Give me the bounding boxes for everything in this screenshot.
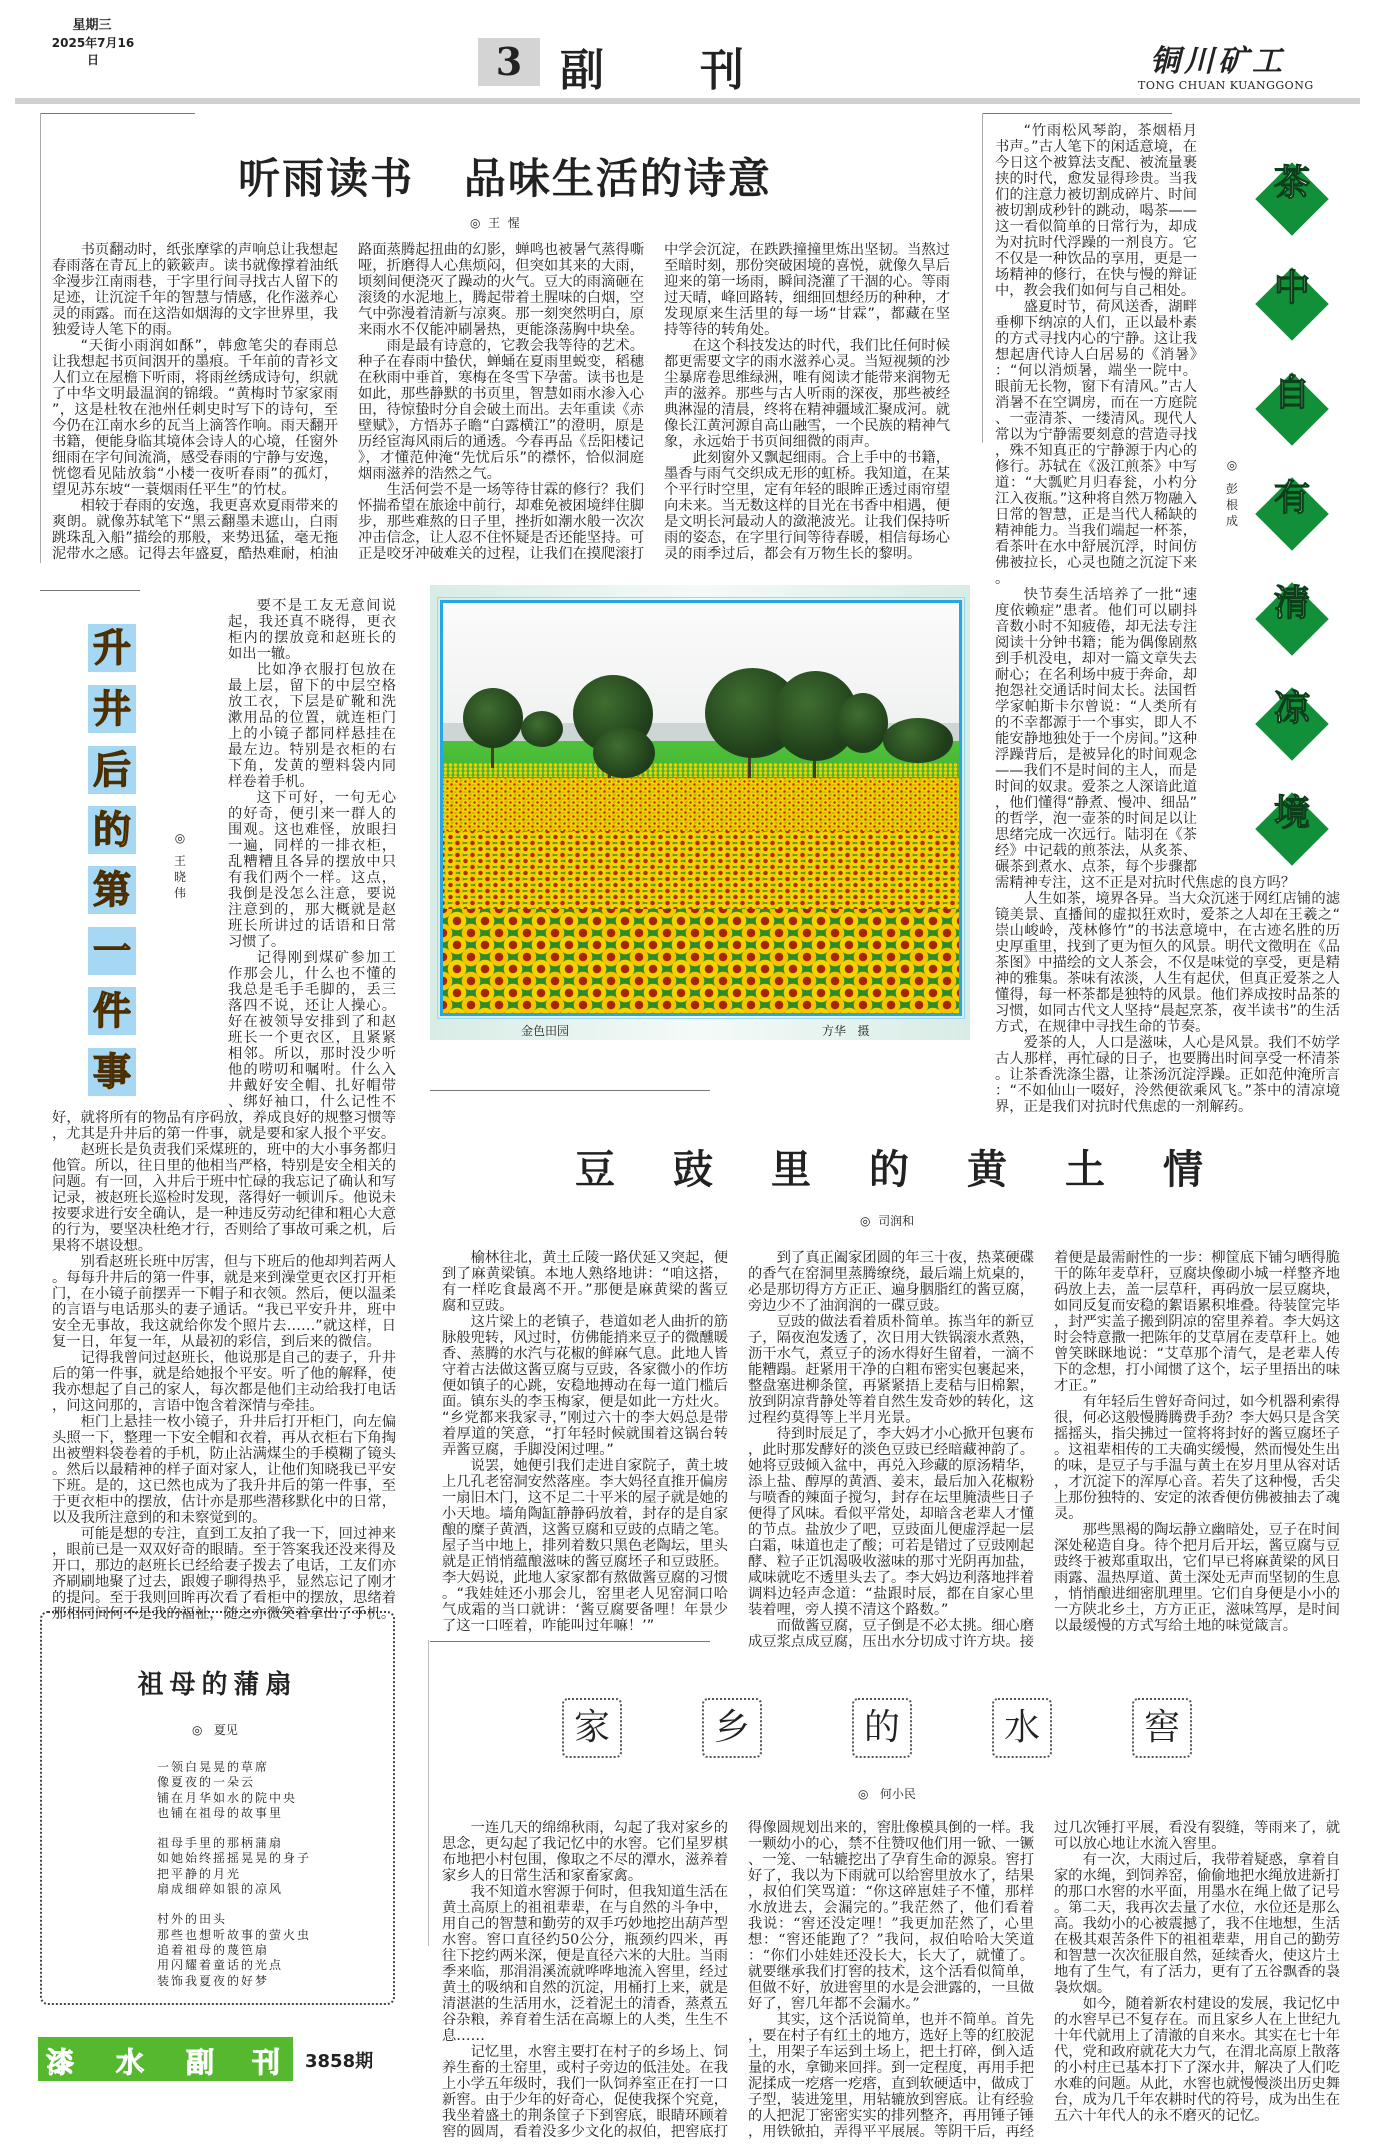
byline-mark: ◎ — [1226, 458, 1238, 472]
paragraph: 爱茶的人，人口是滋味，人心是风景。我们不妨学古人那样，再忙碌的日子，也要腾出时间享受一杯清茶。让茶香洗涤尘嚣，让茶汤沉淀浮躁。正如范仲淹所言：“不如仙山一啜好，泠然便欲乘风飞。”茶中的清凉境界，正是我们对抗时代焦虑的一剂解药。 — [995, 1035, 1340, 1115]
paragraph: 要不是工友无意间说起，我还真不晓得，更衣柜内的摆放竟和赵班长的如出一辙。 — [228, 598, 396, 662]
article-byline: ◎ 司润和 — [860, 1214, 915, 1228]
title-char: 凉 — [1273, 687, 1310, 729]
article-rule — [982, 113, 983, 443]
poem-line: 像夏夜的一朵云 — [157, 1775, 256, 1790]
tree — [883, 718, 953, 763]
paragraph: 相较于春雨的安逸，我更喜欢夏雨带来的爽朗。就像苏轼笔下“黑云翻墨未遮山，白雨跳珠乱入船”描绘的那般，来势迅猛，毫无拖泥带水之感。记得去年盛夏，酷热难耐，柏油路面蒸腾起扭曲的幻影，蝉鸣也被暑气蒸得嘶哑，折磨得人心焦烦闷，但突如其来的大雨，顷刻间便浇灭了躁动的火气。豆大的雨滴砸在滚烫的水泥地上，腾起带着土腥味的白烟，空气中弥漫着清新与凉爽。那一刻突然明白，原来雨水不仅能冲刷暑热，更能涤荡胸中块垒。 — [52, 242, 644, 562]
byline-mark: ◎ — [174, 831, 186, 845]
poem-line: 用闪耀着童话的光点 — [157, 1958, 284, 1973]
paragraph: 快节奏生活培养了一批“速度依赖症”患者。他们可以刷抖音数小时不知疲倦，却无法专注阅读十分钟书籍；能为偶像剧熬到手机没电，却对一篇文章失去耐心；在名利场中疲于奔命，却抱怨社交通话时间太长。法国哲学家帕斯卡尔曾说：“人类所有的不幸都源于一个事实，即人不能安静地独处于一个房间。”这种浮躁背后，是被异化的时间观念——我们不是时间的主人，而是时间的奴隶。爱茶之人深谙此道，他们懂得“静煮、慢冲、细品”的哲学，泡一壶茶的时间足以让思绪完成一次远行。陆羽在《茶经》中记载的煎茶法，从炙茶、碾茶到煮水、点茶，每个步骤都需精神专注，这不正是对抗时代焦虑的良方吗？ — [995, 587, 1296, 891]
poem-line: 追着祖母的蔑笆扇 — [157, 1942, 270, 1957]
paragraph: 比如净衣服打包放在最上层，留下的中层空格放工衣，下层是矿靴和洗漱用品的位置，就连柜门上的小镜子都同样悬挂在最左边。特别是衣柜的右下角，发黄的塑料袋内同样卷着手机。 — [228, 662, 396, 790]
photo-caption: 金色田园 — [521, 1024, 570, 1038]
header-divider — [15, 98, 1360, 104]
article-rule — [40, 590, 140, 591]
article-body-cellar — [442, 1820, 1340, 2140]
poem-body — [157, 1760, 311, 2004]
paragraph: 一连几天的绵绵秋雨，勾起了我对家乡的思念，更勾起了我记忆中的水窖。它们星罗棋布地把小村包围，像取之不尽的潭水，滋养着家乡人的日常生活和家畜家禽。 — [442, 1820, 728, 1884]
paragraph: 盛夏时节，荷风送香，湖畔垂柳下纳凉的人们，正以最朴素的方式寻找内心的宁静。这让我想起唐代诗人白居易的《消暑》：“何以消烦暑，端坐一院中。眼前无长物，窗下有清风。”古人消暑不在空调房，而在一方庭院、一壶清茶、一缕清风。现代人常以为宁静需要刻意的营造寻找，殊不知真正的宁静源于内心的修行。苏轼在《汲江煎茶》中写道：“大瓢贮月归春瓮，小杓分江入夜瓶。”这种将自然万物融入日常的智慧，正是当代人稀缺的精神能力。当我们端起一杯茶，看茶叶在水中舒展沉浮，时间仿佛被拉长，心灵也随之沉淀下来。 — [995, 299, 1197, 587]
paragraph: 别看赵班长班中厉害，但与下班后的他却判若两人。每每升井后的第一件事，就是来到澡堂更衣区打开柜门，在小镜子前摆弄一下帽子和衣领。然后，便以温柔的言语与电话那头的妻子通话。“我已平安升井，班中安全无事故，我这就给你发个照片去……”就这样，日复一日，年复一年，从最初的彩信，到后来的微信。 — [52, 1254, 396, 1350]
article-rule — [430, 1641, 710, 1642]
newspaper-logo: 铜川矿工 — [1150, 44, 1286, 79]
title-char: 件 — [88, 987, 136, 1035]
poem-line: 扇成细碎如银的凉风 — [157, 1882, 284, 1897]
tree — [463, 688, 523, 748]
article-byline: ◎ 王 惺 — [470, 216, 520, 230]
poem-line: 那些也想听故事的萤火虫 — [157, 1927, 312, 1942]
tea-title-column — [1197, 123, 1340, 875]
title-char: 一 — [88, 927, 136, 975]
tree — [838, 693, 888, 753]
photo-credit: 方华 摄 — [822, 1024, 870, 1038]
paragraph: 此刻窗外又飘起细雨。合上手中的书籍，墨香与雨气交织成无形的虹桥。我知道，在某个平行时空里，定有年轻的眼眸正透过雨帘望向未来。当无数这样的目光在书香中相遇，便是文明长河最动人的潋滟波光。让我们保持听雨的姿态，在字里行间等待春暖，相信每场心灵的雨季过后，都会有万物生长的黎明。 — [664, 450, 950, 562]
banner-char: 漆 — [46, 2046, 75, 2079]
issue-number: 3858期 — [305, 2051, 374, 2072]
article-body-shaft — [52, 598, 396, 1622]
banner-char: 水 — [116, 2046, 145, 2079]
article-body-douchi — [442, 1250, 1340, 1650]
photo-distant-flowers — [443, 763, 959, 777]
paragraph: 书页翻动时，纸张摩挲的声响总让我想起春雨落在青瓦上的簌簌声。读书就像撑着油纸伞漫步江南雨巷，于字里行间寻找古人留下的足迹，让沉淀千年的智慧与情感，化作滋养心灵的雨露。而在这浩如烟海的文字世界里，我独爱诗人笔下的雨。 — [52, 242, 338, 338]
banner-char: 刊 — [252, 2046, 281, 2079]
paragraph: 如今，随着新农村建设的发展，我记忆中的水窖早已不复存在。而且家乡人在上世纪九十年代就用上了清澈的自来水。其实在七十年代，党和政府就花大力气，在渭北高原上散落的小村庄已基本打下了深水井，解决了人们吃水难的问题。从此，水窖也就慢慢淡出历史舞台，成为几千年农耕时代的符号，成为出生在五六十年代人的永不磨灭的记忆。 — [1054, 1996, 1340, 2124]
issue-date: 2025年7月16日 — [51, 36, 135, 67]
poem-line: 如她始终摇摇晃晃的身子 — [157, 1851, 312, 1866]
paragraph: 那些黑褐的陶坛静立幽暗处，豆子在时间深处秘造自身。待个把月后开坛，酱豆腐与豆豉终于被郑重取出，它们早已将麻黄梁的风日雨露、温热厚道、黄土深处无声而坚韧的生息，悄悄酿进细密肌理里。它们自身便是小小的一方陕北乡土，方方正正，滋味笃厚，是时间以最缓慢的方式写给土地的味觉箴言。 — [1054, 1522, 1340, 1634]
title-char: 后 — [88, 746, 136, 794]
tree — [521, 711, 563, 747]
poem-line: 村外的田头 — [157, 1912, 228, 1927]
paragraph: 赵班长是负责我们采煤班的，班中的大小事务都归他管。所以，往日里的他相当严格，特别是安全相关的问题。有一回，入井后于班中忙碌的我忘记了确认和写记录，被赵班长巡检时发现，落得好一顿训斥。他说未按要求进行安全确认，是一种违反劳动纪律和粗心大意的行为，要坚决杜绝才行，否则给了事故可乘之机，后果将不堪设想。 — [52, 1142, 396, 1254]
article-body-rain — [52, 242, 950, 562]
paragraph: 我不知道水窖源于何时，但我知道生活在黄土高原上的祖祖辈辈，在与自然的斗争中，用自己的智慧和勤劳的双手巧妙地挖出葫芦型水窖。窖口直径约50公分，瓶颈约四米，再往下挖约两米深，便是直径六米的大肚。当雨季来临，那涓涓溪流就哗哗地流入窖里，经过黄土的吸纳和自然的沉淀，用桶打上来，就是清湛湛的生活用水，泛着泥土的清香，蒸煮五谷杂粮，养育着生活在高塬上的人类，生生不息…… — [442, 1884, 728, 2044]
title-char: 的 — [852, 1698, 912, 1758]
title-char: 里 — [771, 1146, 811, 1193]
title-char: 清 — [1273, 582, 1310, 624]
poem-line: 也铺在祖母的故事里 — [157, 1805, 284, 1820]
title-char: 事 — [88, 1048, 136, 1096]
title-char: 乡 — [702, 1698, 762, 1758]
shaft-title-column — [52, 598, 228, 1106]
paragraph: 而做酱豆腐，豆子倒是不必太挑。细心磨成豆浆点成豆腐，压出水分切成寸许方块。接着便是最需耐性的一步：柳筐底下铺匀晒得脆干的陈年麦草秆，豆腐块像砌小城一样整齐地码放上去，盖一层草秆，再码放一层豆腐块，如同反复而安稳的絮语累积堆叠。待装筐完毕，封严实盖子搬到阴凉的窑里养着。李大妈这时会特意撒一把陈年的艾草屑在麦草秆上。她曾笑眯眯地说：“艾草那个清气，是老辈人传下的念想，打小闻惯了这个，坛子里捂出的味才正。” — [748, 1250, 1340, 1650]
paragraph: “竹雨松风琴韵，茶烟梧月书声。”古人笔下的闲适意境，在今日这个被算法支配、被流量裹挟的时代，愈发显得珍贵。当我们的注意力被切割成碎片、时间被切割成秒针的跳动，喝茶——这一看似简单的日常行为，却成为对抗时代浮躁的一剂良方。它不仅是一种饮品的享用，更是一场精神的修行，在快与慢的辩证中，教会我们如何与自己相处。 — [995, 123, 1197, 299]
title-char: 黄 — [967, 1146, 1007, 1193]
section-title: 副刊 — [560, 45, 840, 96]
paragraph: 有一次，大雨过后，我带着疑惑，拿着自家的水绳，到饲养窑，偷偷地把水绳放进新打的那口水窖的水平面，用墨水在绳上做了记号。第二天，我再次去量了水位，水位还是那么高。我幼小的心被震撼了，我不住地想，生活在极其艰苦条件下的祖祖辈辈，用自己的勤劳和智慧一次次征服自然，延续香火，使这片土地有了生气，有了活力，更有了五谷飘香的袅袅炊烟。 — [1054, 1852, 1340, 1996]
title-char: 豆 — [575, 1146, 615, 1193]
paragraph: 在这个科技发达的时代，我们比任何时候都更需要文字的雨水滋养心灵。当短视频的沙尘暴席卷思维绿洲，唯有阅读才能带来润物无声的滋养。那些与古人听雨的深夜，那些被经典淋湿的清晨，终将在精神疆域汇聚成河。就像长江黄河源自高山融雪，一个民族的精神气象，永远始于书页间细微的雨声。 — [664, 338, 950, 450]
article-rule — [430, 1090, 710, 1091]
photo-sunflowers-mid — [443, 831, 959, 911]
title-char: 茶 — [1273, 162, 1310, 204]
paragraph: 生活何尝不是一场等待甘霖的修行？我们怀揣希望在旅途中前行，却难免被困境绊住脚步，那些难熬的日子里，挫折如潮水般一次次冲击信念，让人忍不住怀疑是否还能坚持。可正是咬牙冲破难关的过程，让我们在摸爬滚打中学会沉淀，在跌跌撞撞里炼出坚韧。当熬过至暗时刻，那份突破困境的喜悦，就像久旱后迎来的第一场雨，瞬间浇灌了干涸的心。等雨过天晴，峰回路转，细细回想经历的种种，才发现原来生活里的每一场“甘霖”，都藏在坚持等待的转角处。 — [358, 242, 950, 562]
tree — [593, 728, 655, 778]
poem-stanza — [157, 1912, 311, 1988]
photo-sunflowers-far — [443, 778, 959, 833]
paragraph: 豆豉的做法看着质朴简单。拣当年的新豆子，隔夜泡发透了，次日用大铁锅滚水煮熟，沥干水气，煮豆子的汤水得好生留着，一滴不能糟蹋。赶紧用干净的白粗布密实包裹起来，整盘塞进柳条筐，再紧紧捂上麦秸与旧棉絮，放到阴凉背静处等着自然生发奇妙的转化，这过程约莫得等上半月光景。 — [748, 1314, 1034, 1426]
sunflower-photo — [440, 600, 962, 1016]
paragraph: 榆林往北，黄土丘陵一路伏延又突起，便到了麻黄梁镇。本地人熟络地讲：“咱这搭，有一样吃食最离不开。”那便是麻黄梁的酱豆腐和豆豉。 — [442, 1250, 728, 1314]
page-number: 3 — [478, 38, 540, 86]
poem-line: 铺在月华如水的院中央 — [157, 1790, 298, 1805]
title-char: 中 — [1273, 267, 1310, 309]
poem-line: 祖母手里的那柄蒲扇 — [157, 1836, 284, 1851]
article-body-tea — [995, 123, 1340, 1115]
title-char: 窖 — [1132, 1698, 1192, 1758]
paragraph: 待到时辰足了，李大妈才小心掀开包裹布，此时那发酵好的淡色豆豉已经暗藏神韵了。她将豆豉倾入盆中，再兑入珍藏的原汤精华，添上盐、醇厚的黄酒、姜末，最后加入花椒粉与喷香的辣面子搅匀，封存在坛里腌渍些日子便得了风味。看似平常处，却暗含老辈人才懂的节点。盐放少了吧，豆豉面儿便虚浮起一层白霜，味道也走了酸；可若是错过了豆豉刚起酵、粒子正饥渴吸收滋味的那寸光阴再加盐，咸味就吃不透里头去了。李大妈边利落地拌着调料边轻声念道：“盐跟时辰，都在自家心里装着哩，旁人摸不清这个路数。” — [748, 1426, 1034, 1618]
article-rule — [40, 113, 195, 114]
paragraph: 这片梁上的老镇子，巷道如老人曲折的筋脉般兜转，风过时，仿佛能捎来豆子的微醺暖香、蒸腾的水汽与花椒的鲜麻气息。此地人皆守着古法做这酱豆腐与豆豉，各家微小的作坊便如镇子的心跳，安稳地搏动在每一道门槛后面。镇东头的李玉梅家，便是如此一方灶火。“乡党都来我家寻，”刚过六十的李大妈总是带着厚道的笑意，“打年轻时候就围着这锅台转弄酱豆腐，手脚没闲过哩。” — [442, 1314, 728, 1458]
banner-char: 副 — [186, 2046, 215, 2079]
newspaper-logo-en: TONG CHUAN KUANGGONG — [1138, 79, 1314, 92]
title-char: 情 — [1163, 1146, 1203, 1193]
article-byline: ◎ 何小民 — [858, 1787, 916, 1801]
paragraph: 这下可好，一句无心的好奇，便引来一群人的围观。这也难怪，放眼扫一遍，同样的一排衣柜，乱糟糟且各异的摆放中只有我们两个一样。这点，我倒是没怎么注意，要说注意到的，那大概就是赵班长所讲过的话语和日常习惯了。 — [228, 790, 396, 950]
poem-title: 祖母的蒲扇 — [137, 1670, 298, 1700]
poem-stanza — [157, 1760, 311, 1821]
paragraph: 说罢，她便引我们走进自家院子，黄土坡上几孔老窑洞安然落座。李大妈径直推开偏房一扇旧木门，这不足二十平米的屋子就是她的小天地。墙角陶缸静静码放着，封存的是自家酿的糜子黄酒，这酱豆腐和豆豉的点睛之笔。屋子当中地上，排列着数只黑色老陶坛，里头就是正悄悄蕴酿滋味的酱豆腐坯子和豆豉胚。李大妈说，此地人家家都有熬做酱豆腐的习惯。“我娃娃还小那会儿，窑里老人见窑洞口哈气成霜的当口就讲：‘酱豆腐要备哩！年景少了这一口咥着，咋能叫过年嘛！’” — [442, 1458, 728, 1634]
poem-line: 一领白晃晃的草席 — [157, 1760, 270, 1774]
paragraph: 雨是最有诗意的，它教会我等待的艺术。种子在春雨中蛰伏，蝉蛹在夏雨里蜕变，稻穗在秋雨中垂首，寒梅在冬雪下孕蕾。读书也是如此，那些静默的书页里，智慧如雨水渗入心田，待惊蛰时分自会破土而出。去年重读《赤壁赋》，方悟苏子瞻“白露横江”的澄明，原是历经宦海风雨后的通透。今春再品《岳阳楼记》，才懂范仲淹“先忧后乐”的襟怀，恰似洞庭烟雨滋养的浩然之气。 — [358, 338, 644, 482]
poem-line: 把平静的月光 — [157, 1866, 242, 1881]
title-char: 升 — [88, 624, 136, 672]
poem-byline: ◎ 夏见 — [192, 1723, 238, 1737]
title-char: 有 — [1273, 477, 1310, 519]
article-title-rain: 听雨读书 品味生活的诗意 — [238, 154, 772, 203]
paragraph: 记忆里，水窖主要打在村子的乡场上、饲养生畜的土窑里，或村子旁边的低洼处。在我上小学五年级时，我们一队饲养室正在打一口新窖。由于少年的好奇心，促使我探个究竟，我坐着盛土的荆条筐子下到窖底，眼睛环顾着窖的圆周，看着没多少文化的叔伯，把窖底打得像圆规划出来的，窖肚像模具倒的一样。我一颗幼小的心，禁不住赞叹他们用一锨、一镢、一笼、一轱辘挖出了孕育生命的源泉。窖打好了，我以为下雨就可以给窖里放水了，结果，叔伯们笑骂道：“你这碎崽娃子不懂，那样水放进去，会漏完的。”我茫然了，他们看着我说：“窖还没定哩！”我更加茫然了，心里想：“窖还能跑了？”我问，叔伯哈哈大笑道：“你们小娃娃还没长大，长大了，就懂了。就要继承我们打窖的技术，这个活看似简单，但做不好，放进窖里的水是会泄露的，一旦做好了，窖几年都不会漏水。” — [442, 1820, 1034, 2140]
poem-line: 装饰我夏夜的好梦 — [157, 1973, 270, 1988]
paragraph: 记得我曾问过赵班长，他说那是自己的妻子，升井后的第一件事，就是给她报个平安。听了他的解释，使我亦想起了自己的家人，每次都是他们主动给我打电话，问这问那的，言语中饱含着深情与牵挂。 — [52, 1350, 396, 1414]
paragraph: 记得刚到煤矿参加工作那会儿，什么也不懂的我总是毛手毛脚的，丢三落四不说，还让人操心。好在被领导安排到了和赵班长一个更衣区，且紧紧相邻。所以，那时没少听他的唠叨和嘱咐。什么入井戴好安全帽、扎好帽带、绑好袖口，什么记性不好，就将所有的物品有序码放，养成良好的规整习惯等，尤其是升井后的第一件事，就是要和家人报个平安。 — [52, 950, 396, 1142]
column-rule — [428, 1640, 429, 1946]
column-banner — [38, 2037, 293, 2081]
paragraph: 柜门上悬挂一枚小镜子，升井后打开柜门，向左偏头照一下，整理一下安全帽和衣着，再从衣柜右下角掏出被塑料袋卷着的手机，防止沾满煤尘的手模糊了镜头。然后以最精神的样子面对家人，让他们知晓我已平安下班。是的，这已然也成为了我升井后的第一件事，至于更衣柜中的摆放，估计亦是那些潜移默化中的日常，以及我所注意到的和未察觉到的。 — [52, 1414, 396, 1526]
poem-stanza — [157, 1836, 311, 1897]
title-char: 土 — [1065, 1146, 1105, 1193]
title-char: 境 — [1273, 792, 1310, 834]
paragraph: 可能是想的专注，直到工友拍了我一下，回过神来，眼前已是一双双好奇的眼睛。至于答案我还没来得及开口，那边的赵班长已经给妻子拨去了电话，工友们亦齐刷刷地聚了过去，跟嫂子聊得热乎，显然忘记了刚才的提问。至于我则回眸再次看了看柜中的摆放，思绪着那相同间何不是我的福祉，随之亦微笑着拿出了手机。 — [52, 1526, 396, 1622]
title-char: 的 — [88, 806, 136, 854]
paragraph: 其实，这个活说简单，也并不简单。首先，要在村子有红土的地方，选好上等的红胶泥土，用架子车运到土场上，把土打碎，倒入适量的水，拿锄来回拌。到一定程度，再用手把泥揉成一疙瘩一疙瘩，直到软硬适中，做成丁子型，装进笼里，用轱辘放到窖底。让有经验的人把泥丁密密实实的排列整齐，再用锤子锤，用铁锨拍，弄得平平展展。等阴干后，再经过几次锤打平展，看没有裂缝，等雨来了，就可以放心地让水流入窖里。 — [748, 1820, 1340, 2140]
title-char: 自 — [1273, 372, 1310, 414]
title-char: 的 — [869, 1146, 909, 1193]
paragraph: “天街小雨润如酥”，韩愈笔尖的春雨总让我想起书页间洇开的墨痕。千年前的青衫文人们立在屋檐下听雨，将雨丝绣成诗句，织就了中华文明最温润的锦缎。“黄梅时节家家雨”，这是杜牧在池州任刺史时写下的诗句，至今仍在江南水乡的瓦当上滴答作响。雨天翻开书籍，便能身临其境体会诗人的心境，任窗外细雨在字句间流淌，感受春雨的宁静与安逸，恍惚看见陆放翁“小楼一夜听春雨”的孤灯，望见苏东坡“一蓑烟雨任平生”的竹杖。 — [52, 338, 338, 498]
title-char: 第 — [88, 866, 136, 914]
paragraph: 到了真正阖家团圆的年三十夜，热菜硬碟的香气在窑洞里蒸腾缭绕，最后端上炕桌的，必是那切得方方正正、遍身胭脂红的酱豆腐，旁边少不了油润润的一碟豆豉。 — [748, 1250, 1034, 1314]
title-char: 家 — [562, 1698, 622, 1758]
article-author: 彭根成 — [1225, 482, 1238, 528]
paragraph: 人生如茶，境界各异。当大众沉迷于网红店铺的滤镜美景、直播间的虚拟狂欢时，爱茶之人却在王羲之“崇山峻岭，茂林修竹”的书法意境中，在古迹名胜的历史厚重里，找到了更为恒久的风景。明代文徵明在《品茶图》中描绘的文人茶会，不仅是味觉的享受，更是精神的雅集。茶味有浓淡，人生有起伏，但真正爱茶之人懂得，每一杯茶都是独特的风景。他们养成按时品茶的习惯，如同古代文人坚持“晨起烹茶，夜半读书”的生活方式，在规律中寻找生命的节奏。 — [995, 891, 1340, 1035]
article-author: 王晓伟 — [173, 854, 186, 900]
paragraph: 有年轻后生曾好奇问过，如今机器利索得很，何必这般慢腾腾费手劲？李大妈只是含笑摇摇头，指尖拂过一筐将将封好的酱豆腐坯子。这祖辈相传的工夫确实缓慢，然而慢处生出的味，是豆子与手温与黄土在岁月里从容对话，才沉淀下的浑厚心音。若失了这种慢，舌尖上那份独特的、安定的浓香便仿佛被抽去了魂灵。 — [1054, 1394, 1340, 1522]
title-char: 豉 — [673, 1146, 713, 1193]
photo-sunflowers-near — [443, 909, 959, 1013]
title-char: 水 — [992, 1698, 1052, 1758]
article-rule — [982, 113, 1172, 114]
title-char: 井 — [88, 685, 136, 733]
weekday: 星期三 — [72, 18, 112, 33]
